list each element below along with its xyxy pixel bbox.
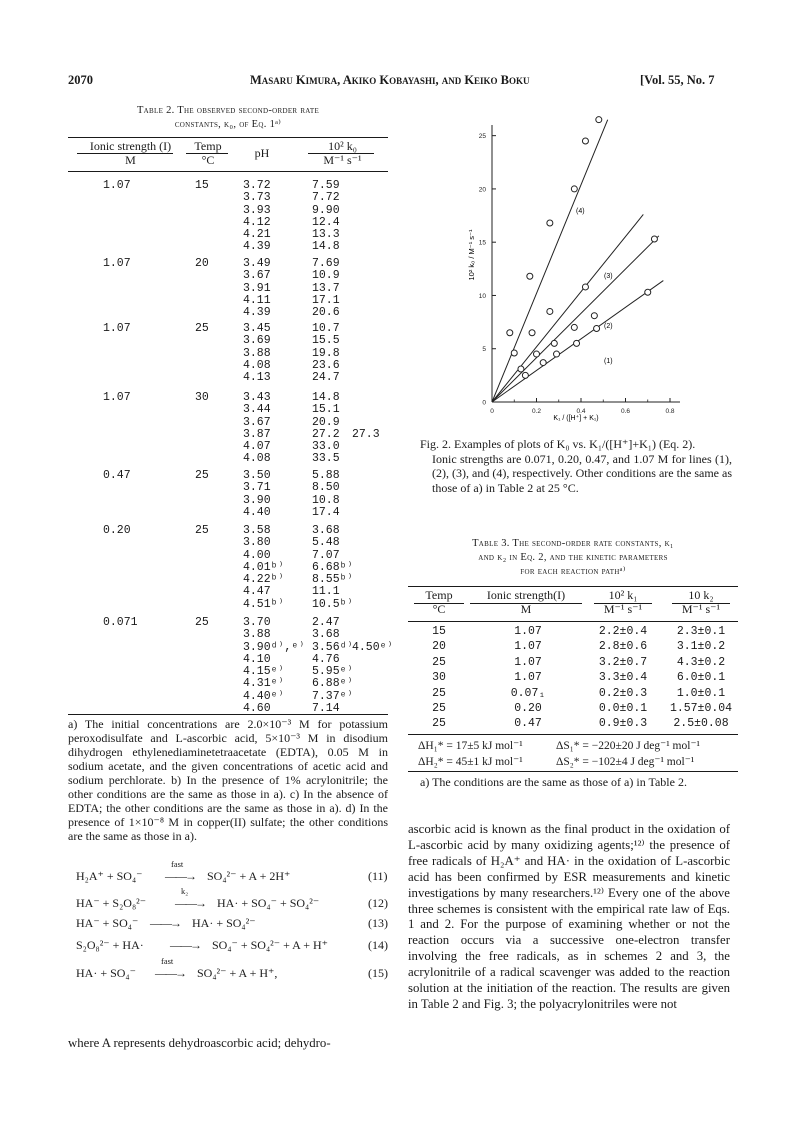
figure2-chart [460,115,760,425]
reaction-arrow: ——→ [170,938,200,952]
table3-ionic-cell: 1.07 [514,640,542,654]
data-point-4 [527,273,533,279]
fit-line-3 [492,214,643,402]
table2-bottom-rule [68,714,388,715]
table3-header-ionic [465,588,587,616]
y-tick-label: 15 [478,239,486,247]
table2-header-ph: pH [254,146,270,160]
table3-temp-cell: 20 [432,640,446,654]
figure2-caption-body: Ionic strengths are 0.071, 0.20, 0.47, and 1.07 M for lines (1), (2), (3), and (4), respectively. Other conditions are the same as those of a) in Table 2 at 25 °C. [432,451,732,495]
data-point-3 [582,284,588,290]
running-authors: Masaru Kimura, Akiko Kobayashi, and Keiko Boku [250,73,530,87]
y-tick-label: 5 [482,346,486,354]
x-tick-label: 0.4 [576,408,586,415]
table3-caption-line3: for each reaction pathᵃ⁾ [520,566,626,577]
table3-k1-cell: 0.9±0.3 [598,717,648,731]
table2-header-temp-label: Temp [194,139,222,153]
figure2-label-2: (2) [604,323,613,330]
table3-k2-cell: 3.1±0.2 [676,640,726,654]
table2-footnote: a) The initial concentrations are 2.0×10⁻³ M for potassium peroxodisulfate and L-ascorbic acid, 5×10⁻³ M in disodium dihydrogen ethylenediaminetetraacetate (EDTA), 0.05 M in sodium acetate, and the given concentrations of acetic acid and sodium perchlorate. b) In the presence of 1% acrylonitrile; the other conditions are the same as those in a). c) In the absence of EDTA; the other conditions are the same as those in a). d) In the presence of 1×10⁻⁸ M in copper(II) sulfate; the other conditions are the same as those in a). [68,717,388,843]
table3-param1-h: ΔH₁* = 17±5 kJ mol⁻¹ [418,740,523,752]
table2-header-ionic-unit: M [125,153,136,167]
figure2-points [507,117,658,379]
figure2-label-1: (1) [604,358,613,365]
table2-ionic-cell: 0.47 [103,469,131,482]
table2-ionic-cell: 1.07 [103,257,131,270]
figure2-caption [420,437,732,495]
table3-ionic-underline [470,603,582,604]
equation-number: (14) [368,938,388,952]
data-point-2 [518,366,524,372]
volume-issue: [Vol. 55, No. 7 [640,73,715,87]
table2-temp-cell: 25 [195,616,209,629]
table2-k0-underline [308,153,374,154]
table3-k2-cell: 1.0±0.1 [676,686,726,700]
table2-temp-underline [186,153,228,154]
x-tick-label: 0 [490,408,494,415]
table3-header-ionic-label: Ionic strength(I) [486,588,566,602]
table3-header-temp-unit: °C [432,602,446,616]
table3-caption-line2: and k₂ in Eq. 2, and the kinetic parameters [478,552,668,563]
reaction-arrow: ——→ [165,869,195,883]
page-number: 2070 [68,73,93,87]
y-tick-label: 20 [478,186,486,194]
data-point-1 [522,372,528,378]
table2-ph-cell: 3.50 3.71 3.90 4.40 [243,469,271,519]
arrow-label: k₂ [181,886,189,896]
table2-ionic-cell: 1.07 [103,391,131,404]
y-tick-label: 0 [482,399,486,407]
arrow-label: fast [161,956,174,966]
table3-temp-cell: 25 [432,702,446,715]
table3-header-k1 [588,588,658,616]
figure2-caption-title: Fig. 2. Examples of plots of K₀ vs. K₁/([H⁺]+K₁) (Eq. 2). [420,437,696,451]
table3-ionic-cell: 1.07 [514,625,542,638]
table2-caption-line2: constants, k₀, of Eq. 1ᵃ⁾ [174,119,282,130]
table3-k1-cell: 3.2±0.7 [598,655,648,669]
table3-params-rule [408,734,738,735]
table3-header-k1-label: 10² k₁ [608,588,638,602]
table3-k1-cell: 2.8±0.6 [598,640,648,654]
table2-k0-cell: 7.69 10.9 13.7 17.1 20.6 [312,257,340,320]
table3-ionic-cell: 0.07₁ [510,686,546,700]
data-point-4 [596,117,602,123]
right-body-text: ascorbic acid is known as the final product in the oxidation of L-ascorbic acid by many oxidizing agents;¹²⁾ the presence of free radicals of H₂A⁺ and HA· in the oxidation of L-ascorbic acid has been confirmed by ESR measurements and kinetic investigations by many researchers.¹²⁾ Every one of the above three schemes is consistent with the empirical rate law of Eqs. 1 and 2. For the purpose of examining whether or not the reaction occurs via a successive one-electron transfer involving the free radicals, as in schemes 2 and 3, the acrylonitrile of a radical scavenger was added to the reaction solution at the initiation of the reaction. The results are given in Table 2 and Fig. 3; the polyacrylonitriles were not [408,822,730,1011]
table2-temp-cell: 25 [195,469,209,482]
data-point-2 [534,351,540,357]
data-point-2 [571,324,577,330]
table3-footnote: a) The conditions are the same as those of a) in Table 2. [420,775,687,789]
figure2-label-4: (4) [576,208,585,215]
table2-top-rule [68,137,388,138]
equation-number: (15) [368,966,388,980]
arrow-label: fast [171,859,184,869]
table2-header-ionic-label: Ionic strength (I) [89,139,172,153]
table3-k1-cell: 2.2±0.4 [598,625,648,638]
table3-k2-cell: 1.57±0.04 [669,702,733,715]
table3-k2-cell: 4.3±0.2 [676,655,726,669]
table2-temp-cell: 30 [195,391,209,404]
data-point-4 [547,220,553,226]
data-point-3 [511,350,517,356]
table3-header-temp [408,588,470,616]
table2-caption-line1: Table 2. The observed second-order rate [136,105,320,116]
table2-ionic-cell: 1.07 [103,179,131,192]
equation-rhs: SO₄⁻ + SO₄²⁻ + A + H⁺ [212,938,328,952]
equation-number: (13) [368,916,388,930]
table2-ph-cell: 3.70 3.88 3.90ᵈ⁾,ᵉ⁾ 4.10 4.15ᵉ⁾ 4.31ᵉ⁾ 4.40ᵉ⁾ 4.60 [243,616,306,716]
table3-param2-h: ΔH₂* = 45±1 kJ mol⁻¹ [418,756,523,768]
table3-k2-cell: 6.0±0.1 [676,671,726,685]
table2-ionic-cell: 1.07 [103,322,131,335]
table2-ph-cell: 3.49 3.67 3.91 4.11 4.39 [243,257,271,320]
equation-lhs: S₂O₈²⁻ + HA· [76,938,144,952]
y-tick-label: 25 [478,133,486,141]
table2-ionic-cell: 0.071 [103,616,138,629]
table2-ph-cell: 3.58 3.80 4.00 4.01ᵇ⁾ 4.22ᵇ⁾ 4.47 4.51ᵇ⁾ [243,524,285,611]
data-point-3 [547,308,553,314]
equation-rhs: SO₄²⁻ + A + H⁺, [197,966,278,980]
data-point-3 [529,330,535,336]
table3-temp-cell: 30 [432,671,446,685]
table2-k0-cell: 14.8 15.1 20.9 27.2 33.0 33.5 [312,391,340,466]
table3-header-ionic-unit: M [520,602,532,616]
figure2-fit-lines [492,120,663,402]
table2-ph-cell: 3.43 3.44 3.67 3.87 4.07 4.08 [243,391,271,466]
table3-temp-cell: 15 [432,625,446,638]
fit-line-4 [492,120,608,402]
data-point-1 [554,351,560,357]
equation-number: (12) [368,896,388,910]
data-point-4 [582,138,588,144]
table3-header-temp-label: Temp [425,588,453,602]
data-point-2 [551,340,557,346]
table3-ionic-cell: 1.07 [514,655,542,669]
figure2-label-3: (3) [604,273,613,280]
table3-temp-cell: 25 [432,655,446,669]
equation-lhs: H₂A⁺ + SO₄⁻ [76,869,143,883]
table2-k0-cell: 5.88 8.50 10.8 17.4 [312,469,340,519]
table2-temp-cell: 15 [195,179,209,192]
table2-ionic-underline [77,153,173,154]
x-tick-label: 0.8 [665,408,675,415]
left-body-text: where A represents dehydroascorbic acid; dehydro- [68,1036,331,1050]
table2-header-temp-unit: °C [201,153,215,167]
figure2-axes [479,125,680,415]
data-point-1 [645,289,651,295]
table2-k0-cell: 7.59 7.72 9.90 12.4 13.3 14.8 [312,179,340,254]
data-point-4 [571,186,577,192]
table2-extra-cell: 27.3 [352,427,380,441]
table3-top-rule [408,586,738,587]
table3-temp-underline [414,603,464,604]
table2-caption [68,104,388,132]
table2-ph-cell: 3.72 3.73 3.93 4.12 4.21 4.39 [243,179,271,254]
data-point-1 [574,340,580,346]
data-point-4 [507,330,513,336]
table3-k1-cell: 0.2±0.3 [598,686,648,700]
data-point-1 [594,325,600,331]
table3-header-k2 [664,588,738,616]
equation-lhs: HA· + SO₄⁻ [76,966,136,980]
table3-k1-cell: 0.0±0.1 [598,702,648,715]
table3-ionic-cell: 1.07 [514,671,542,685]
x-tick-label: 0.6 [620,408,631,415]
table3-k1-underline [594,603,652,604]
table3-k2-cell: 2.3±0.1 [676,625,726,638]
data-point-2 [651,236,657,242]
table2-header-k0-unit: M⁻¹ s⁻¹ [323,153,362,167]
table3-ionic-cell: 0.20 [514,702,542,715]
table3-header-rule [408,621,738,622]
equation-rhs: SO₄²⁻ + A + 2H⁺ [207,869,291,883]
table3-temp-cell: 25 [432,686,446,700]
table3-k1-cell: 3.3±0.4 [598,671,648,685]
fit-line-2 [492,236,659,402]
table3-k2-underline [672,603,730,604]
table2-header-rule [68,171,388,172]
table2-ph-cell: 3.45 3.69 3.88 4.08 4.13 [243,322,271,385]
table2-temp-cell: 25 [195,524,209,537]
reaction-arrow: ——→ [155,966,185,980]
reaction-arrow: ——→ [175,896,205,910]
table2-header-k0-label: 10² k₀ [328,139,357,153]
equation-rhs: HA· + SO₄⁻ + SO₄²⁻ [217,896,320,910]
table3-caption [408,537,738,579]
table3-header-k2-unit: M⁻¹ s⁻¹ [681,602,721,616]
data-point-1 [540,360,546,366]
reaction-arrow: ——→ [150,916,180,930]
table2-temp-cell: 20 [195,257,209,270]
table2-k0-cell: 10.7 15.5 19.8 23.6 24.7 [312,322,340,385]
table3-bottom-rule [408,771,738,772]
equation-number: (11) [368,869,388,883]
table3-k2-cell: 2.5±0.08 [673,717,729,731]
data-point-2 [591,313,597,319]
table2-extra-cell: 4.50ᵉ⁾ [352,640,394,654]
table2-temp-cell: 25 [195,322,209,335]
equation-lhs: HA⁻ + SO₄⁻ [76,916,139,930]
equation-lhs: HA⁻ + S₂O₈²⁻ [76,896,147,910]
figure2-xlabel: K₁ / ([H⁺] + K₁) [553,415,599,422]
table3-param2-s: ΔS₂* = −102±4 J deg⁻¹ mol⁻¹ [556,756,695,768]
table3-param1-s: ΔS₁* = −220±20 J deg⁻¹ mol⁻¹ [556,740,700,752]
table2-ionic-cell: 0.20 [103,524,131,537]
table3-caption-line1: Table 3. The second-order rate constants, k₁ [472,538,674,549]
table3-ionic-cell: 0.47 [514,717,542,731]
table3-header-k2-label: 10 k₂ [688,588,714,602]
x-tick-label: 0.2 [531,408,542,415]
equation-rhs: HA· + SO₄²⁻ [192,916,256,930]
y-tick-label: 10 [478,292,486,300]
table3-header-k1-unit: M⁻¹ s⁻¹ [603,602,643,616]
table3-temp-cell: 25 [432,717,446,731]
table2-k0-cell: 2.47 3.68 3.56ᵈ⁾ 4.76 5.95ᵉ⁾ 6.88ᵉ⁾ 7.37ᵉ⁾ 7.14 [312,616,354,716]
table2-k0-cell: 3.68 5.48 7.07 6.68ᵇ⁾ 8.55ᵇ⁾ 11.1 10.5ᵇ⁾ [312,524,354,611]
figure2-ylabel: 10² k₀ / M⁻¹ s⁻¹ [467,229,476,281]
